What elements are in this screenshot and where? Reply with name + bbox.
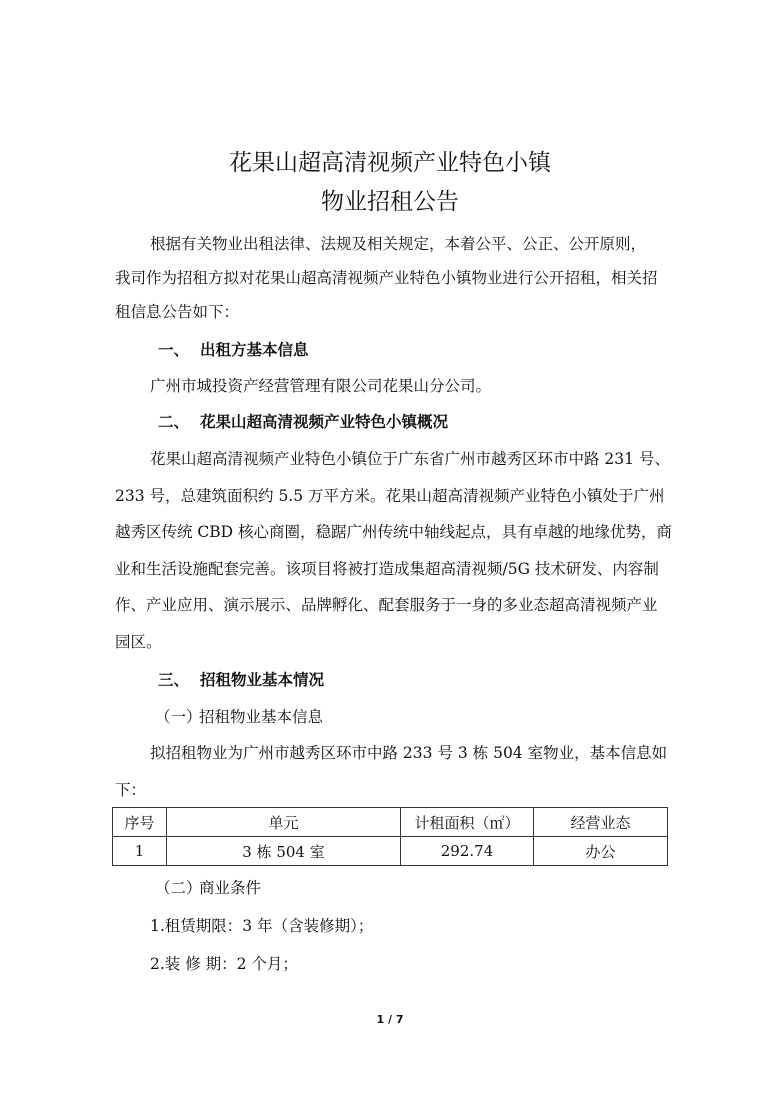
section2-title: 花果山超高清视频产业特色小镇概况 <box>200 413 449 431</box>
section1-number: 一、 <box>158 341 190 359</box>
subsection2-title: 商业条件 <box>199 879 262 897</box>
section2-line-2: 233 号，总建筑面积约 5.5 万平方米。花果山超高清视频产业特色小镇处于广州 <box>115 487 665 505</box>
table-header-cell: 单元 <box>167 808 401 837</box>
condition-item-2: 2.装 修 期：2 个月； <box>150 955 298 973</box>
intro-line-2: 我司作为招租方拟对花果山超高清视频产业特色小镇物业进行公开招租，相关招 <box>115 269 658 287</box>
section2-line-6: 园区。 <box>115 633 162 651</box>
table-row <box>113 837 668 866</box>
page-number: 1 / 7 <box>376 1013 404 1026</box>
document-title-line2: 物业招租公告 <box>321 189 459 215</box>
subsection1-text-line-1: 拟招租物业为广州市越秀区环市中路 233 号 3 栋 504 室物业，基本信息如 <box>150 744 668 762</box>
table-cell: 1 <box>113 837 167 866</box>
subsection2-number: （二） <box>155 879 202 897</box>
section3-number: 三、 <box>158 671 190 689</box>
table-header-cell: 计租面积（㎡） <box>401 808 534 837</box>
document-title-line1: 花果山超高清视频产业特色小镇 <box>229 150 551 176</box>
section2-heading <box>158 415 448 431</box>
section2-line-5: 作、产业应用、演示展示、品牌孵化、配套服务于一身的多业态超高清视频产业 <box>115 596 658 614</box>
section2-line-1: 花果山超高清视频产业特色小镇位于广东省广州市越秀区环市中路 231 号、 <box>150 450 670 468</box>
section2-number: 二、 <box>158 413 190 431</box>
table-header-row <box>113 808 668 837</box>
section2-line-4: 业和生活设施配套完善。该项目将被打造成集超高清视频/5G 技术研发、内容制 <box>115 560 659 578</box>
condition-item-1: 1.租赁期限：3 年（含装修期）； <box>150 917 374 935</box>
table-cell: 292.74 <box>401 837 534 866</box>
section3-title: 招租物业基本情况 <box>200 671 325 689</box>
subsection1-text-line-2: 下： <box>115 781 147 799</box>
section2-line-3: 越秀区传统 CBD 核心商圈，稳踞广州传统中轴线起点，具有卓越的地缘优势，商 <box>115 523 673 541</box>
table-cell: 办公 <box>534 837 668 866</box>
section3-heading <box>158 673 324 689</box>
intro-line-3: 租信息公告如下： <box>115 303 240 321</box>
table-header-cell: 经营业态 <box>534 808 668 837</box>
intro-line-1: 根据有关物业出租法律、法规及相关规定，本着公平、公正、公开原则， <box>150 235 647 253</box>
property-info-table <box>112 807 668 866</box>
subsection2-heading <box>155 881 261 897</box>
section1-body: 广州市城投资产经营管理有限公司花果山分公司。 <box>150 377 492 395</box>
subsection1-title: 招租物业基本信息 <box>199 708 324 726</box>
subsection1-heading <box>155 710 323 726</box>
section1-heading <box>158 343 309 359</box>
table-header-cell: 序号 <box>113 808 167 837</box>
section1-title: 出租方基本信息 <box>200 341 309 359</box>
table-cell: 3 栋 504 室 <box>167 837 401 866</box>
subsection1-number: （一） <box>155 708 202 726</box>
